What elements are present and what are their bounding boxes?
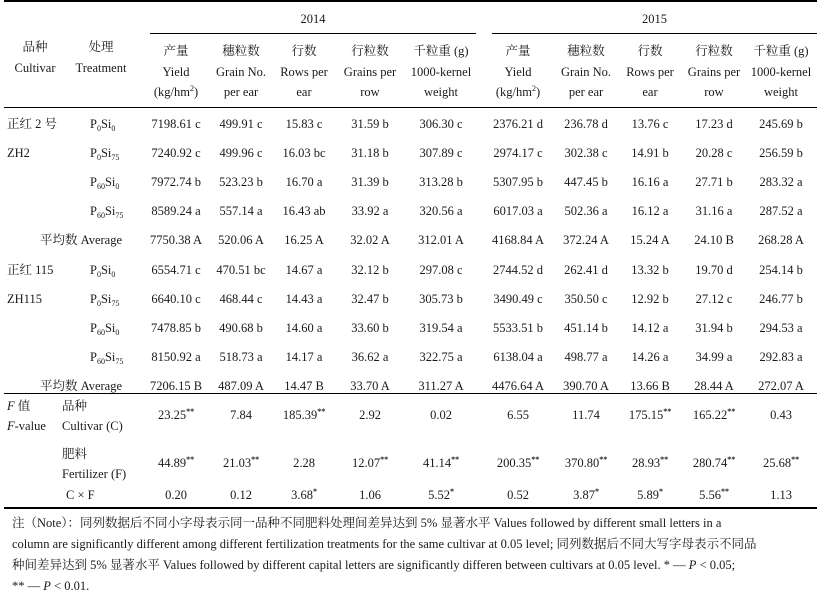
table-cell: 254.14 b — [759, 263, 803, 277]
col-header-en: Rows per — [280, 65, 328, 79]
fvalue-cell: 23.25** — [157, 407, 195, 422]
table-cell: 390.70 A — [563, 379, 609, 393]
col-header-en: Yield — [504, 65, 532, 79]
col-header-unit: per ear — [568, 85, 604, 99]
note-line — [12, 555, 812, 576]
fvalue-cell: 370.80** — [564, 455, 608, 470]
fvalue-cell: 200.35** — [496, 455, 540, 470]
table-cell: 518.73 a — [219, 350, 263, 364]
table-cell: 2376.21 d — [493, 117, 543, 131]
table-cell: 7478.85 b — [151, 321, 201, 335]
factor-label-cn: 肥料 — [62, 447, 88, 461]
table-cell: 16.03 bc — [282, 146, 326, 160]
table-cell: 3490.49 c — [493, 292, 543, 306]
note-line: column are significantly different among different fertilization treatments for the same cultivar at 0.05 level; 同列数据后不同大写字母表示不同品 — [12, 537, 757, 551]
table-cell: 31.59 b — [351, 117, 389, 131]
fvalue-cell: 25.68** — [762, 455, 800, 470]
table-cell: 33.70 A — [350, 379, 390, 393]
table-cell: 14.12 a — [631, 321, 669, 335]
table-cell: 16.16 a — [631, 175, 669, 189]
note-text: 种间差异达到 5% 显著水平 Values followed by different capital letters are significantly differen between cultivars at 0.05 level. * — — [12, 558, 689, 572]
col-header-en: Grains per — [687, 65, 741, 79]
table-cell: 350.50 c — [564, 292, 608, 306]
fvalue-cell: 21.03** — [222, 455, 260, 470]
col-header-cn: 产量 — [163, 44, 189, 58]
header-rule — [4, 107, 817, 108]
table-cell: 557.14 a — [219, 204, 263, 218]
table-cell: 15.83 c — [285, 117, 323, 131]
table-cell: 302.38 c — [564, 146, 608, 160]
table-cell: 14.91 b — [631, 146, 669, 160]
col-header-cn: 穗粒数 — [567, 44, 605, 58]
col-header-cn: 行数 — [291, 44, 317, 58]
results-table — [4, 0, 817, 596]
table-cell: 6640.10 c — [151, 292, 201, 306]
col-header-unit: $(kg/hm^2)$ — [153, 84, 199, 99]
table-cell: 14.60 a — [285, 321, 323, 335]
table-cell: 32.02 A — [350, 233, 390, 247]
note-p: P — [688, 558, 697, 572]
table-cell: 6138.04 a — [493, 350, 543, 364]
col-header-en: Grains per — [343, 65, 397, 79]
col-header-unit: ear — [642, 85, 658, 99]
table-cell: 6554.71 c — [151, 263, 201, 277]
table-cell: 307.89 c — [419, 146, 463, 160]
fvalue-cell: 7.84 — [230, 408, 252, 422]
col-header-unit: weight — [763, 85, 799, 99]
treatment-label: $P_{60}Si_0$ — [90, 321, 120, 337]
fvalue-cell: 5.56** — [699, 487, 729, 502]
table-cell: 14.67 a — [285, 263, 323, 277]
treatment-label: $P_0Si_0$ — [90, 117, 116, 133]
header-cultivar-en: Cultivar — [14, 61, 56, 75]
col-header-unit: weight — [423, 85, 459, 99]
table-cell: 31.18 b — [351, 146, 389, 160]
average-label: 平均数 Average — [40, 379, 123, 393]
table-cell: 27.12 c — [695, 292, 733, 306]
header-year-2015: 2015 — [642, 12, 667, 26]
table-cell: 272.07 A — [758, 379, 804, 393]
table-cell: 487.09 A — [218, 379, 264, 393]
col-header-unit: row — [704, 85, 724, 99]
table-cell: 4168.84 A — [491, 233, 545, 247]
factor-label-cn: 品种 — [62, 399, 88, 413]
table-cell: 6017.03 a — [493, 204, 543, 218]
table-cell: 287.52 a — [759, 204, 803, 218]
table-cell: 32.47 b — [351, 292, 389, 306]
note-text: < 0.01. — [50, 579, 90, 593]
table-cell: 256.59 b — [759, 146, 803, 160]
table-cell: 311.27 A — [418, 379, 464, 393]
table-note — [12, 513, 812, 597]
table-cell: 12.92 b — [631, 292, 669, 306]
table-cell: 16.12 a — [631, 204, 669, 218]
col-header-cn: 穗粒数 — [222, 44, 260, 58]
col-header-cn: 产量 — [505, 44, 531, 58]
fvalue-cell: 3.87* — [573, 487, 599, 502]
col-header-unit: per ear — [223, 85, 259, 99]
table-cell: 2744.52 d — [493, 263, 543, 277]
table-cell: 5307.95 b — [493, 175, 543, 189]
fvalue-label-cn: F 值 — [7, 399, 31, 413]
table-cell: 34.99 a — [695, 350, 733, 364]
note-p: P — [43, 579, 51, 593]
table-cell: 292.83 a — [759, 350, 803, 364]
table-cell: 451.14 b — [564, 321, 608, 335]
note-text: < 0.05; — [696, 558, 736, 572]
bottom-rule — [4, 507, 817, 509]
table-cell: 28.44 A — [694, 379, 734, 393]
table-cell: 13.66 B — [630, 379, 670, 393]
table-cell: 470.51 bc — [216, 263, 266, 277]
col-header-en: Yield — [162, 65, 190, 79]
table-cell: 320.56 a — [419, 204, 463, 218]
header-treatment-cn: 处理 — [88, 40, 114, 54]
table-cell: 294.53 a — [759, 321, 803, 335]
table-cell: 5533.51 b — [493, 321, 543, 335]
table-cell: 520.06 A — [218, 233, 264, 247]
table-cell: 17.23 d — [695, 117, 733, 131]
col-header-unit: ear — [296, 85, 312, 99]
col-header-cn: 千粒重 (g) — [413, 44, 469, 58]
table-cell: 246.77 b — [759, 292, 803, 306]
fvalue-label-en: F-value — [7, 419, 46, 433]
year-2015-rule — [492, 33, 817, 34]
factor-label-en: C × F — [66, 488, 95, 502]
table-cell: 306.30 c — [419, 117, 463, 131]
table-cell: 7972.74 b — [151, 175, 201, 189]
table-cell: 32.12 b — [351, 263, 389, 277]
fvalue-cell: 0.52 — [507, 488, 529, 502]
fvalue-cell: 11.74 — [572, 408, 600, 422]
table-cell: 16.70 a — [285, 175, 323, 189]
table-cell: 16.25 A — [284, 233, 324, 247]
top-rule — [4, 0, 817, 2]
treatment-label: $P_0Si_{75}$ — [90, 292, 120, 308]
table-cell: 8589.24 a — [151, 204, 201, 218]
table-cell: 245.69 b — [759, 117, 803, 131]
table-cell: 14.17 a — [285, 350, 323, 364]
table-cell: 7198.61 c — [151, 117, 201, 131]
table-cell: 283.32 a — [759, 175, 803, 189]
table-cell: 13.32 b — [631, 263, 669, 277]
cultivar-label: 正红 115 — [7, 263, 54, 277]
fvalue-cell: 1.13 — [770, 488, 792, 502]
cultivar-label: ZH115 — [7, 292, 42, 306]
table-cell: 14.43 a — [285, 292, 323, 306]
table-cell: 8150.92 a — [151, 350, 201, 364]
table-cell: 7206.15 B — [149, 379, 203, 393]
table-cell: 14.47 B — [284, 379, 324, 393]
table-cell: 305.73 b — [419, 292, 463, 306]
fvalue-cell: 2.92 — [359, 408, 381, 422]
table-cell: 236.78 d — [564, 117, 608, 131]
treatment-label: $P_0Si_{75}$ — [90, 146, 120, 162]
col-header-cn: 行粒数 — [351, 44, 389, 58]
table-cell: 499.91 c — [219, 117, 263, 131]
table-cell: 33.92 a — [351, 204, 389, 218]
note-line — [12, 576, 812, 597]
cultivar-label: ZH2 — [7, 146, 30, 160]
col-header-en: Grain No. — [216, 65, 266, 79]
fvalue-cell: 3.68* — [291, 487, 317, 502]
header-year-2014: 2014 — [300, 12, 326, 26]
fvalue-cell: 0.20 — [165, 488, 187, 502]
col-header-en: Rows per — [626, 65, 674, 79]
col-header-en: 1000-kernel — [750, 65, 812, 79]
table-cell: 31.39 b — [351, 175, 389, 189]
fvalue-cell: 12.07** — [351, 455, 389, 470]
table-cell: 20.28 c — [695, 146, 733, 160]
table-cell: 262.41 d — [564, 263, 608, 277]
table-cell: 7240.92 c — [151, 146, 201, 160]
fvalue-cell: 5.89* — [637, 487, 663, 502]
col-header-en: Grain No. — [561, 65, 611, 79]
fvalue-cell: 0.02 — [430, 408, 452, 422]
table-cell: 297.08 c — [419, 263, 463, 277]
treatment-label: $P_0Si_0$ — [90, 263, 116, 279]
table-cell: 523.23 b — [219, 175, 263, 189]
table-cell: 19.70 d — [695, 263, 733, 277]
fvalue-cell: 165.22** — [692, 407, 736, 422]
table-cell: 313.28 b — [419, 175, 463, 189]
table-cell: 322.75 a — [419, 350, 463, 364]
table-cell: 24.10 B — [694, 233, 734, 247]
table-cell: 31.16 a — [695, 204, 733, 218]
col-header-en: 1000-kernel — [410, 65, 472, 79]
col-header-cn: 千粒重 (g) — [753, 44, 809, 58]
fvalue-cell: 0.43 — [770, 408, 792, 422]
table-cell: 468.44 c — [219, 292, 263, 306]
fvalue-cell: 175.15** — [628, 407, 672, 422]
table-cell: 7750.38 A — [149, 233, 203, 247]
treatment-label: $P_{60}Si_{75}$ — [90, 350, 124, 366]
table-cell: 447.45 b — [564, 175, 608, 189]
table-cell: 13.76 c — [631, 117, 669, 131]
note-line: 注（Note）：同列数据后不同小字母表示同一品种不同肥料处理间差异达到 5% 显著水平 Values followed by different small letters in a — [12, 516, 722, 530]
col-header-unit: row — [360, 85, 380, 99]
fvalue-cell: 6.55 — [507, 408, 529, 422]
col-header-cn: 行粒数 — [695, 44, 733, 58]
table-cell: 490.68 b — [219, 321, 263, 335]
fvalue-cell: 28.93** — [631, 455, 669, 470]
table-cell: 372.24 A — [563, 233, 609, 247]
fvalue-cell: 1.06 — [359, 488, 381, 502]
average-label: 平均数 Average — [40, 233, 123, 247]
fvalue-cell: 0.12 — [230, 488, 252, 502]
table-cell: 319.54 a — [419, 321, 463, 335]
fvalue-cell: 280.74** — [692, 455, 736, 470]
factor-label-en: Cultivar (C) — [62, 419, 123, 433]
col-header-cn: 行数 — [637, 44, 663, 58]
col-header-unit: $(kg/hm^2)$ — [495, 84, 541, 99]
treatment-label: $P_{60}Si_0$ — [90, 175, 120, 191]
year-2014-rule — [150, 33, 476, 34]
table-cell: 268.28 A — [758, 233, 804, 247]
cultivar-label: 正红 2 号 — [7, 117, 58, 131]
fvalue-cell: 41.14** — [422, 455, 460, 470]
fvalue-cell: 2.28 — [293, 456, 315, 470]
table-cell: 15.24 A — [630, 233, 670, 247]
treatment-label: $P_{60}Si_{75}$ — [90, 204, 124, 220]
header-cultivar-cn: 品种 — [22, 40, 48, 54]
table-cell: 27.71 b — [695, 175, 733, 189]
factor-label-en: Fertilizer (F) — [62, 467, 127, 481]
fvalue-cell: 44.89** — [157, 455, 195, 470]
note-text: ** — — [12, 579, 44, 593]
table-cell: 16.43 ab — [282, 204, 326, 218]
table-cell: 502.36 a — [564, 204, 608, 218]
table-cell: 31.94 b — [695, 321, 733, 335]
table-cell: 499.96 c — [219, 146, 263, 160]
table-cell: 498.77 a — [564, 350, 608, 364]
fvalue-cell: 5.52* — [428, 487, 454, 502]
table-cell: 36.62 a — [351, 350, 389, 364]
header-treatment-en: Treatment — [75, 61, 127, 75]
table-cell: 14.26 a — [631, 350, 669, 364]
table-cell: 4476.64 A — [491, 379, 545, 393]
table-cell: 33.60 b — [351, 321, 389, 335]
fvalue-cell: 185.39** — [282, 407, 326, 422]
table-cell: 312.01 A — [418, 233, 464, 247]
table-cell: 2974.17 c — [493, 146, 543, 160]
